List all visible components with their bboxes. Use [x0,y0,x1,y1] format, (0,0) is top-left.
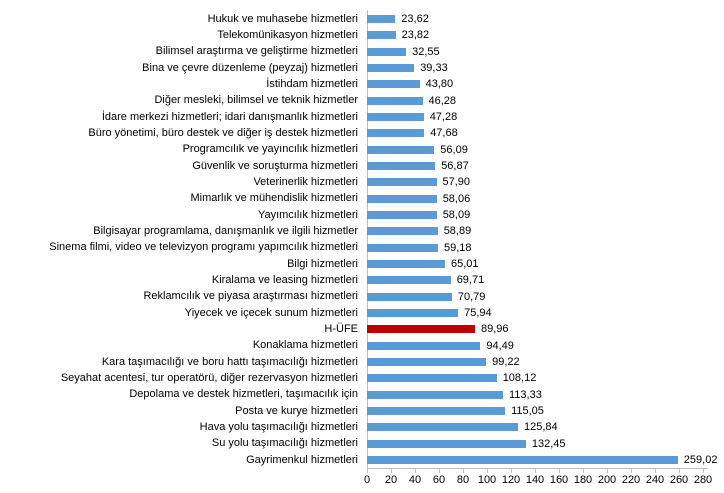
value-label: 32,55 [412,45,440,58]
chart-row [0,289,724,305]
value-label: 56,87 [441,160,469,173]
value-label: 47,28 [429,111,458,124]
category-label: Posta ve kurye hizmetleri [235,404,358,417]
chart-row [0,272,724,288]
x-axis-tick-label: 120 [501,474,521,486]
value-label: 94,49 [486,339,514,352]
chart-row [0,321,724,337]
bar [367,178,437,186]
value-label: 59,18 [444,241,472,254]
value-label: 70,79 [457,290,486,303]
category-label: İstihdam hizmetleri [266,77,358,90]
value-label: 58,06 [442,192,471,205]
bar-track [367,436,724,452]
category-label: Bina ve çevre düzenleme (peyzaj) hizmetleri [142,61,358,74]
value-label: 43,80 [425,78,454,91]
category-label: Güvenlik ve soruşturma hizmetleri [192,159,358,172]
bar [367,456,678,464]
bar [367,64,414,72]
bar-track [367,125,724,141]
category-label: Gayrimenkul hizmetleri [246,453,358,466]
chart-row [0,158,724,174]
x-axis-tick-label: 160 [549,474,569,486]
x-axis-tick-label: 240 [645,474,665,486]
value-label: 132,45 [531,437,566,450]
chart-row [0,109,724,125]
value-label: 108,12 [502,372,537,385]
bar [367,423,518,431]
x-axis-tick-label: 40 [408,474,422,486]
x-axis-tick-label: 180 [573,474,593,486]
bar-track [367,305,724,321]
bar-track [367,403,724,419]
value-label: 259,02 [683,454,718,467]
chart-rows [0,11,724,468]
category-label: Sinema filmi, video ve televizyon programı yapımcılık hizmetleri [49,241,358,254]
bar-track [367,354,724,370]
bar [367,97,423,105]
bar-track [367,387,724,403]
bar-track [367,289,724,305]
bar [367,211,437,219]
x-axis-tick-label: 200 [597,474,617,486]
bar-track [367,223,724,239]
value-label: 39,33 [420,62,448,75]
bar-track [367,207,724,223]
category-label: Kara taşımacılığı ve boru hattı taşımacılığı hizmetleri [101,355,358,368]
chart-row [0,452,724,468]
bar [367,374,497,382]
value-label: 23,62 [401,13,429,26]
bar [367,113,424,121]
category-label: H-ÜFE [324,322,358,335]
x-axis-tick [655,468,656,473]
x-axis-tick-label: 100 [477,474,497,486]
value-label: 99,22 [492,356,520,369]
value-label: 89,96 [481,323,509,336]
bar [367,146,434,154]
x-axis-tick [703,468,704,473]
bar [367,129,424,137]
bar [367,276,451,284]
bar-track [367,27,724,43]
x-axis-tick [367,468,368,473]
bar-track [367,44,724,60]
category-label: İdare merkezi hizmetleri; idari danışmanlık hizmetleri [101,110,358,123]
chart-row [0,207,724,223]
bar [367,391,503,399]
bar-track [367,76,724,92]
chart-row [0,191,724,207]
bar-track [367,370,724,386]
bar [367,162,435,170]
bar [367,440,526,448]
chart-row [0,174,724,190]
bar [367,293,452,301]
bar-track [367,338,724,354]
bar [367,80,420,88]
bar-track [367,174,724,190]
category-label: Büro yönetimi, büro destek ve diğer iş destek hizmetleri [88,126,358,139]
bar-track [367,452,724,468]
category-label: Depolama ve destek hizmetleri, taşımacılık için [129,388,358,401]
category-label: Kiralama ve leasing hizmetleri [211,273,358,286]
x-axis-tick [415,468,416,473]
value-label: 69,71 [456,274,485,287]
value-label: 47,68 [430,127,458,140]
chart-row [0,436,724,452]
chart-row [0,11,724,27]
bar [367,195,437,203]
chart-row [0,370,724,386]
bar-track [367,109,724,125]
chart-row [0,387,724,403]
category-label: Hava yolu taşımacılığı hizmetleri [199,420,358,433]
x-axis-tick [439,468,440,473]
category-label: Hukuk ve muhasebe hizmetleri [207,12,358,25]
value-label: 56,09 [440,143,468,156]
chart-row [0,76,724,92]
category-label: Mimarlık ve mühendislik hizmetleri [190,192,358,205]
bar-track [367,256,724,272]
value-label: 46,28 [428,94,457,107]
bar-track [367,272,724,288]
chart-row [0,27,724,43]
category-label: Bilimsel araştırma ve geliştirme hizmetleri [155,45,358,58]
category-label: Su yolu taşımacılığı hizmetleri [211,437,358,450]
x-axis-tick-label: 0 [363,474,371,486]
bar [367,15,395,23]
x-axis-tick-label: 140 [525,474,545,486]
x-axis-line [367,468,708,469]
bar-track [367,60,724,76]
chart-row [0,419,724,435]
bar-track [367,240,724,256]
x-axis-tick-label: 220 [621,474,641,486]
category-label: Yiyecek ve içecek sunum hizmetleri [184,306,358,319]
x-axis-tick [511,468,512,473]
category-label: Diğer mesleki, bilimsel ve teknik hizmetler [154,94,358,107]
category-label: Bilgi hizmetleri [287,257,358,270]
x-axis-tick-label: 80 [456,474,470,486]
chart-row [0,93,724,109]
x-axis-tick-label: 20 [384,474,398,486]
bar [367,342,480,350]
bar-track [367,191,724,207]
chart-row [0,125,724,141]
chart-row [0,223,724,239]
x-axis-tick [391,468,392,473]
category-label: Telekomünikasyon hizmetleri [217,28,358,41]
x-axis-tick [607,468,608,473]
bar [367,31,396,39]
bar-track [367,321,724,337]
chart-row [0,60,724,76]
value-label: 115,05 [511,405,544,418]
value-label: 58,89 [443,225,472,238]
x-axis-tick [487,468,488,473]
chart-row [0,305,724,321]
bar-track [367,142,724,158]
bar-track [367,11,724,27]
bar [367,260,445,268]
chart-row [0,256,724,272]
value-label: 65,01 [451,258,479,271]
bar [367,407,505,415]
category-label: Yayımcılık hizmetleri [257,208,358,221]
category-label: Veterinerlik hizmetleri [253,175,358,188]
category-label: Konaklama hizmetleri [252,339,358,352]
value-label: 58,09 [442,209,471,222]
category-label: Seyahat acentesi, tur operatörü, diğer rezervasyon hizmetleri [60,371,358,384]
x-axis-tick [559,468,560,473]
x-axis-tick [463,468,464,473]
value-label: 57,90 [442,176,471,189]
chart-row [0,403,724,419]
x-axis-tick [679,468,680,473]
value-label: 113,33 [509,388,542,401]
bar-track [367,93,724,109]
x-axis-tick [631,468,632,473]
x-axis-tick [535,468,536,473]
category-label: Reklamcılık ve piyasa araştırması hizmetleri [143,290,358,303]
chart-row [0,338,724,354]
x-axis-tick-label: 260 [669,474,689,486]
x-axis-tick [583,468,584,473]
bar-track [367,419,724,435]
bar [367,358,486,366]
chart-row [0,142,724,158]
category-label: Bilgisayar programlama, danışmanlık ve ilgili hizmetler [93,224,358,237]
value-label: 75,94 [464,307,492,320]
chart-row [0,44,724,60]
chart-row [0,240,724,256]
bar [367,227,438,235]
bar [367,48,406,56]
bar-track [367,158,724,174]
bar [367,325,475,333]
value-label: 125,84 [524,421,558,434]
bar [367,309,458,317]
chart-row [0,354,724,370]
bar [367,244,438,252]
category-label: Programcılık ve yayıncılık hizmetleri [182,143,358,156]
x-axis-tick-label: 280 [693,474,713,486]
x-axis-tick-label: 60 [432,474,446,486]
value-label: 23,82 [401,29,430,42]
